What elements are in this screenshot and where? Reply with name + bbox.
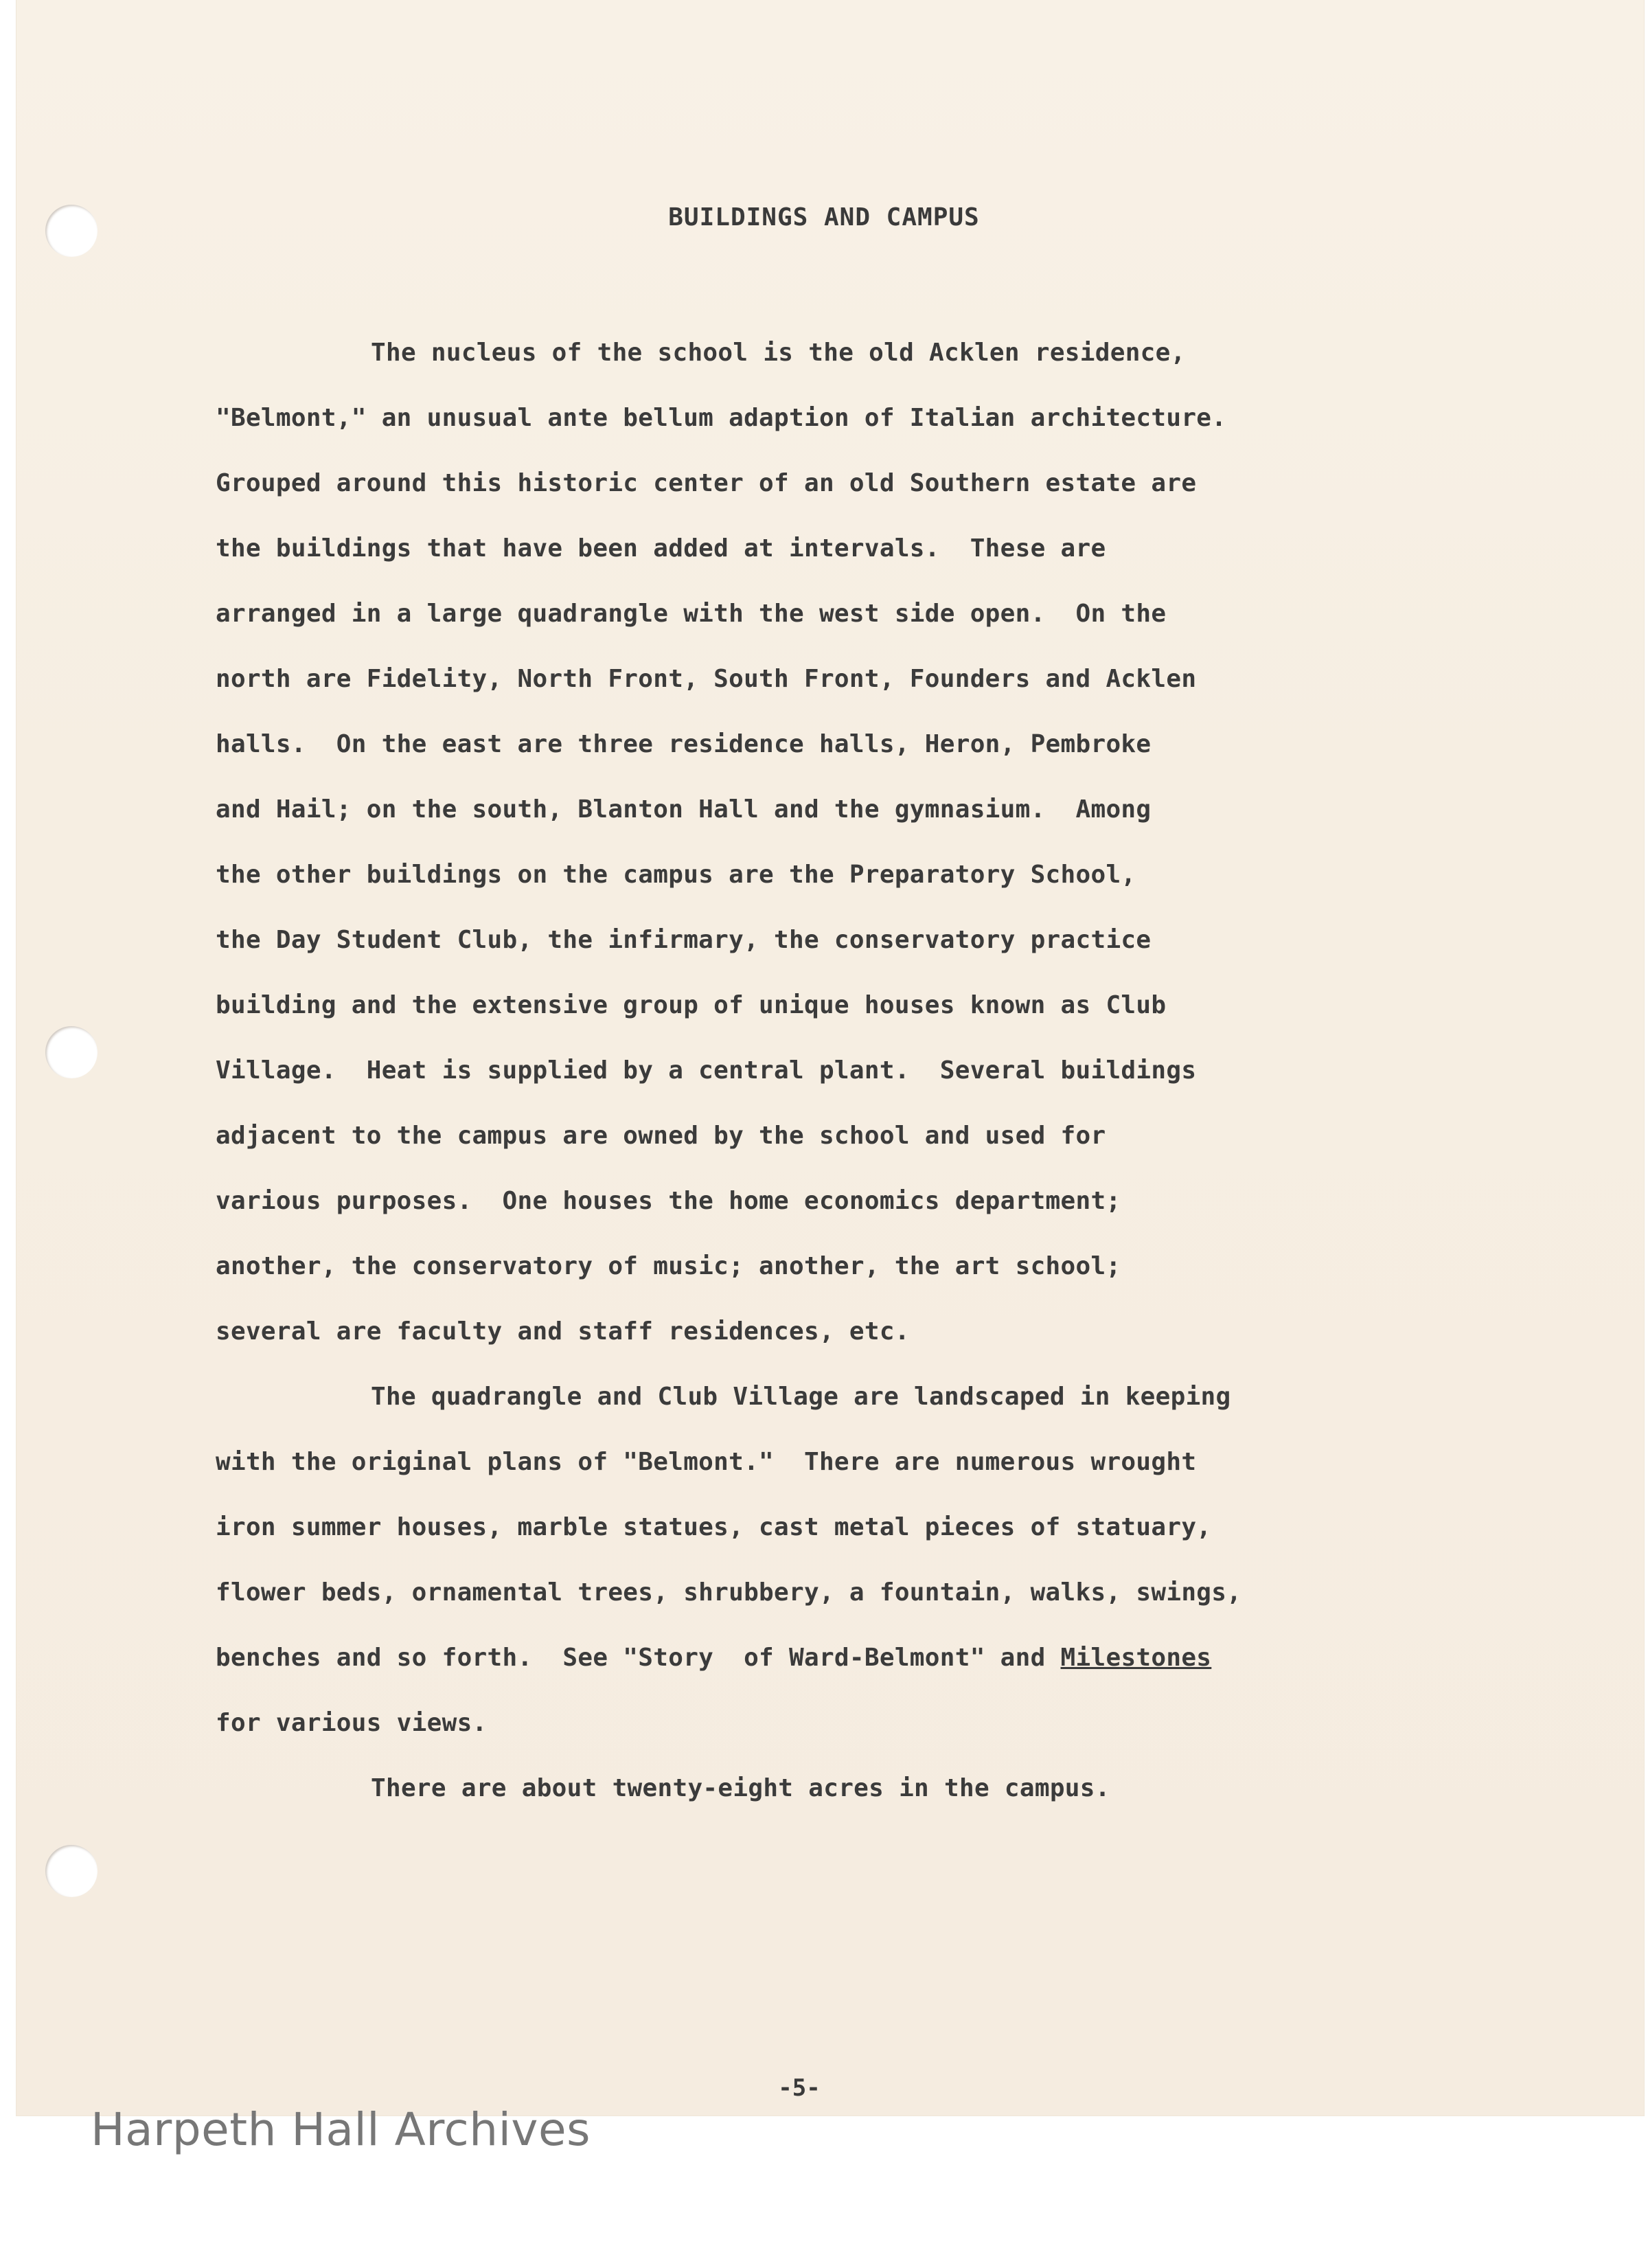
text-line: iron summer houses, marble statues, cast metal pieces of statuary, — [216, 1513, 1212, 1541]
punch-hole-bottom — [45, 1845, 98, 1897]
text-line: the other buildings on the campus are the Preparatory School, — [216, 861, 1136, 889]
text-line-segment: benches and so forth. See "Story of Ward-Belmont" and — [216, 1644, 1061, 1672]
text-line: "Belmont," an unusual ante bellum adaption of Italian architecture. — [216, 404, 1227, 432]
document-body — [216, 320, 1589, 1821]
text-line: building and the extensive group of unique houses known as Club — [216, 991, 1167, 1019]
text-line: The quadrangle and Club Village are landscaped in keeping — [371, 1383, 1231, 1411]
text-line: for various views. — [216, 1709, 488, 1737]
text-line: the buildings that have been added at intervals. These are — [216, 534, 1106, 563]
page-title: BUILDINGS AND CAMPUS — [668, 203, 980, 231]
text-line: halls. On the east are three residence halls, Heron, Pembroke — [216, 730, 1152, 758]
document-page — [16, 0, 1644, 2116]
archive-watermark: Harpeth Hall Archives — [91, 2103, 591, 2156]
text-line-with-title — [216, 1625, 1589, 1690]
text-line: Grouped around this historic center of an old Southern estate are — [216, 469, 1197, 497]
underlined-publication-title: Milestones — [1060, 1644, 1212, 1672]
punch-hole-middle — [45, 1026, 98, 1078]
text-line: There are about twenty-eight acres in the campus. — [371, 1774, 1110, 1802]
text-line: another, the conservatory of music; another, the art school; — [216, 1252, 1121, 1280]
text-line: The nucleus of the school is the old Acklen residence, — [371, 339, 1186, 367]
text-line: and Hail; on the south, Blanton Hall and the gymnasium. Among — [216, 795, 1152, 824]
text-line: several are faculty and staff residences, etc. — [216, 1317, 910, 1346]
text-line: adjacent to the campus are owned by the school and used for — [216, 1122, 1106, 1150]
text-line: arranged in a large quadrangle with the west side open. On the — [216, 600, 1167, 628]
page-number: -5- — [778, 2074, 821, 2102]
text-line: with the original plans of "Belmont." There are numerous wrought — [216, 1448, 1197, 1476]
text-line: the Day Student Club, the infirmary, the conservatory practice — [216, 926, 1152, 954]
text-line: north are Fidelity, North Front, South Front, Founders and Acklen — [216, 665, 1197, 693]
text-line: Village. Heat is supplied by a central plant. Several buildings — [216, 1056, 1197, 1085]
text-line: various purposes. One houses the home economics department; — [216, 1187, 1121, 1215]
text-line: flower beds, ornamental trees, shrubbery, a fountain, walks, swings, — [216, 1578, 1242, 1607]
